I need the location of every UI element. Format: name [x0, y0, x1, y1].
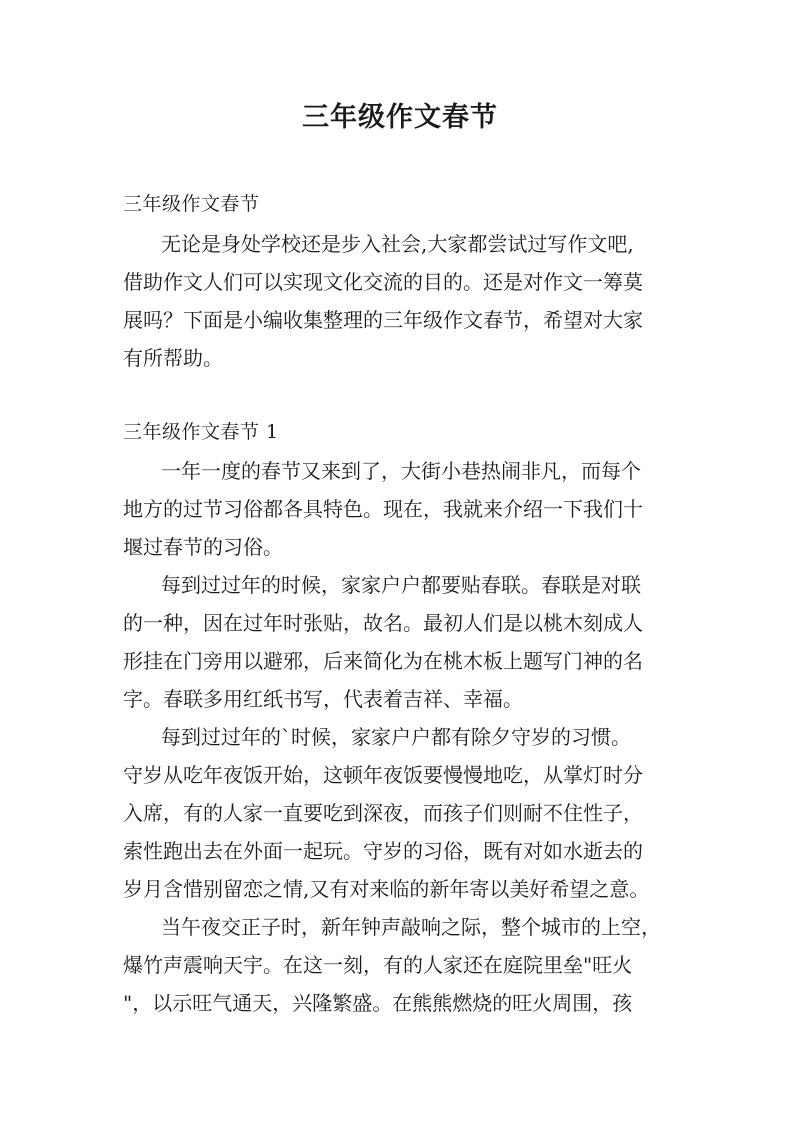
intro-line: 有所帮助。	[123, 346, 223, 370]
essay1-p2-line: 的一种，因在过年时张贴，故名。最初人们是以桃木刻成人	[123, 611, 643, 635]
intro-line: 借助作文人们可以实现文化交流的目的。还是对作文一筹莫	[123, 270, 643, 294]
intro-heading: 三年级作文春节	[123, 193, 260, 215]
essay1-p4-line: "，以示旺气通天，兴隆繁盛。在熊熊燃烧的旺火周围，孩	[123, 991, 633, 1015]
essay1-p3-line: 索性跑出去在外面一起玩。守岁的习俗，既有对如水逝去的	[123, 839, 643, 863]
essay1-p2-line: 每到过过年的时候，家家户户都要贴春联。春联是对联	[161, 573, 641, 597]
intro-line: 无论是身处学校还是步入社会,大家都尝试过写作文吧,	[161, 232, 634, 256]
essay1-p3-line: 每到过过年的`时候，家家户户都有除夕守岁的习惯。	[161, 725, 631, 749]
essay1-p4-line: 当午夜交正子时，新年钟声敲响之际，整个城市的上空，	[161, 915, 661, 939]
essay1-p1-line: 地方的过节习俗都各具特色。现在，我就来介绍一下我们十	[123, 497, 643, 521]
essay1-p1-line: 一年一度的春节又来到了，大街小巷热闹非凡，而每个	[161, 459, 641, 483]
document-title: 三年级作文春节	[302, 102, 498, 133]
essay1-p1-line: 堰过春节的习俗。	[123, 535, 283, 559]
essay1-p4-line: 爆竹声震响天宇。在这一刻，有的人家还在庭院里垒"旺火	[123, 953, 633, 977]
essay1-p3-line: 岁月含惜别留恋之情,又有对来临的新年寄以美好希望之意。	[123, 877, 650, 901]
essay1-p2-line: 字。春联多用红纸书写，代表着吉祥、幸福。	[123, 687, 523, 711]
essay1-p2-line: 形挂在门旁用以避邪，后来简化为在桃木板上题写门神的名	[123, 649, 643, 673]
intro-line: 展吗？下面是小编收集整理的三年级作文春节，希望对大家	[123, 308, 643, 332]
essay1-p3-line: 入席，有的人家一直要吃到深夜，而孩子们则耐不住性子，	[123, 801, 643, 825]
essay1-p3-line: 守岁从吃年夜饭开始，这顿年夜饭要慢慢地吃，从掌灯时分	[123, 763, 643, 787]
essay1-heading: 三年级作文春节 1	[123, 421, 279, 443]
